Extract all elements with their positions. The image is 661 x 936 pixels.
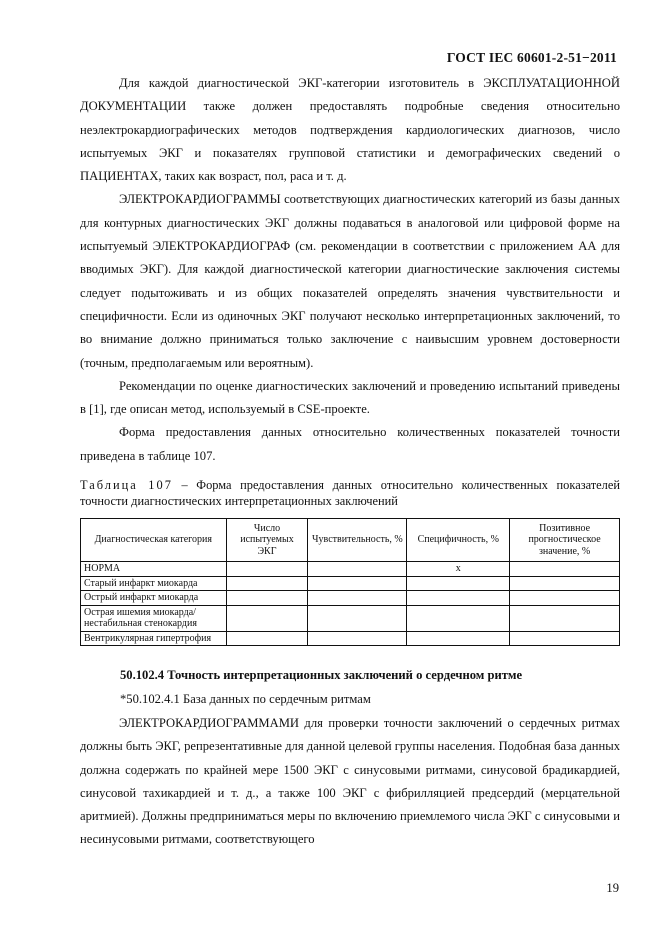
table-cell: Вентрикулярная гипертрофия (81, 631, 227, 646)
standard-header: ГОСТ IEC 60601-2-51−2011 (446, 50, 617, 65)
table-cell (510, 631, 620, 646)
table-cell: х (407, 562, 510, 577)
table-row (81, 605, 620, 631)
table-cell (226, 605, 308, 631)
table-cell (308, 631, 407, 646)
table-cell (510, 576, 620, 591)
body-text-continued (80, 712, 620, 852)
table-caption (80, 477, 620, 509)
table-row (81, 576, 620, 591)
paragraph: Форма предоставления данных относительно количественных показателей точности приведена в таблице 107. (80, 425, 620, 463)
table-header-cell: Позитивное прогностическое значение, % (510, 519, 620, 562)
table-row (81, 562, 620, 577)
table-cell (407, 605, 510, 631)
table-cell (510, 605, 620, 631)
table-caption-label: Таблица 107 (80, 478, 173, 492)
accuracy-table (80, 518, 620, 646)
table-cell (510, 591, 620, 606)
table-cell (308, 605, 407, 631)
table-cell (226, 576, 308, 591)
table-cell (308, 576, 407, 591)
table-row (81, 591, 620, 606)
table-header-cell: Диагностическая категория (81, 519, 227, 562)
table-header-cell: Число испытуемых ЭКГ (226, 519, 308, 562)
table-cell: Острая ишемия миокарда/ нестабильная стенокардия (81, 605, 227, 631)
table-row (81, 631, 620, 646)
table-cell (407, 576, 510, 591)
table-cell (308, 562, 407, 577)
table-cell: Старый инфаркт миокарда (81, 576, 227, 591)
table-caption-text: – Форма предоставления данных относительно количественных показателей точности диагностических интерпретационных заключений (80, 478, 620, 508)
table-cell (226, 631, 308, 646)
paragraph: ЭЛЕКТРОКАРДИОГРАММЫ соответствующих диагностических категорий из базы данных для контурных диагностических ЭКГ должны подаваться в аналоговой или цифровой форме на испытуемый ЭЛЕКТРОКАРДИОГРАФ (см. рекомендации в соответствии с приложением АА для вводимых ЭКГ). Для каждой диагностической категории диагностические заключения системы следует подытоживать и из общих показателей определять значения чувствительности и специфичности. Если из одиночных ЭКГ получают несколько интерпретационных заключений, то во внимание должно приниматься только заключение с наивысшим уровнем достоверности (точным, предполагаемым или вероятным). (80, 192, 620, 370)
table-header-row (81, 519, 620, 562)
paragraph: Рекомендации по оценке диагностических заключений и проведению испытаний приведены в [1], где описан метод, используемый в CSE-проекте. (80, 378, 620, 417)
table-cell (407, 591, 510, 606)
table-header-cell: Специфичность, % (407, 519, 510, 562)
paragraph: ЭЛЕКТРОКАРДИОГРАММАМИ для проверки точности заключений о сердечных ритмах должны быть ЭКГ, репрезентативные для данной целевой группы населения. Подобная база данных должна содержать по крайней мере 1500 ЭКГ с синусовыми ритмами, синусовой брадикардией, синусовой тахикардией и т. д., а также 100 ЭКГ с фибрилляцией предсердий (мерцательной аритмией). Должны предприниматься меры по включению приемлемого числа ЭКГ с синусовыми и несинусовыми ритмами, соответствующего (80, 716, 620, 847)
table-cell: Острый инфаркт миокарда (81, 591, 227, 606)
section-heading: 50.102.4 Точность интерпретационных заключений о сердечном ритме (120, 668, 523, 682)
body-text (80, 72, 620, 468)
table-header-cell: Чувствительность, % (308, 519, 407, 562)
table-cell (510, 562, 620, 577)
table-cell (226, 591, 308, 606)
table-cell (407, 631, 510, 646)
table-cell (308, 591, 407, 606)
table-cell: НОРМА (81, 562, 227, 577)
page-number: 19 (606, 881, 619, 895)
subsection-heading: *50.102.4.1 База данных по сердечным ритмам (120, 692, 371, 706)
paragraph: Для каждой диагностической ЭКГ-категории изготовитель в ЭКСПЛУАТАЦИОННОЙ ДОКУМЕНТАЦИИ также должен предоставлять подробные сведения относительно неэлектрокардиографических методов подтверждения кардиологических диагнозов, число испытуемых ЭКГ и показателях групповой статистики и демографических сведений о ПАЦИЕНТАХ, таких как возраст, пол, раса и т. д. (80, 76, 620, 184)
table-cell (226, 562, 308, 577)
